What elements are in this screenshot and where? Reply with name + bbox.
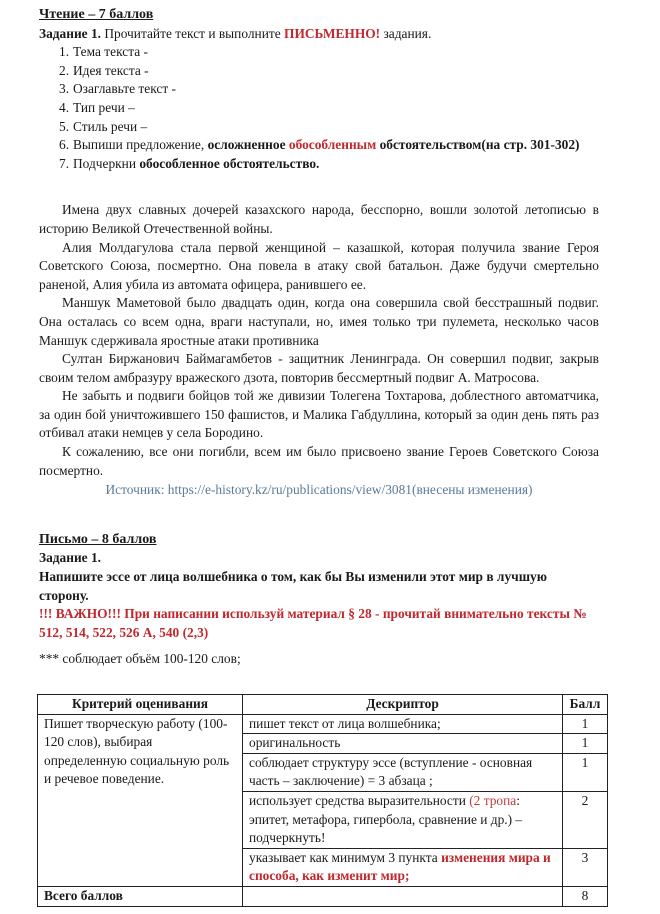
task-item: 2. Идея текста - [59, 62, 149, 78]
reading-task-list [39, 43, 599, 173]
score-cell: 2 [563, 791, 608, 848]
task-item: 7. Подчеркни обособленное обстоятельство. [59, 155, 320, 171]
reading-text [39, 201, 599, 480]
text-paragraph: Не забыть и подвиги бойцов той же дивизии Толегена Тохтарова, доблестного автоматчика, за один бой уничтожившего 150 фашистов, и Малика Габдуллина, который за один день пять раз отбивал атаки немцев у села Бородино. [39, 388, 599, 441]
text-paragraph: Султан Биржанович Баймагамбетов - защитник Ленинграда. Он совершил подвиг, закрыв своим телом амбразуру вражеского дзота, повторив бессмертный подвиг А. Матросова. [39, 351, 599, 385]
reading-task-label: Задание 1. [39, 25, 101, 41]
important-note: !!! ВАЖНО!!! При написании используй материал § 28 - прочитай внимательно тексты № 512, 514, 522, 526 А, 540 (2,3) [39, 606, 587, 640]
table-total-row [38, 886, 608, 906]
text-paragraph: Имена двух славных дочерей казахского народа, бесспорно, вошли золотой летописью в историю Великой Отечественной войны. [39, 202, 599, 236]
table-header-row [38, 695, 608, 715]
task-item: 1. Тема текста - [59, 44, 148, 60]
total-label: Всего баллов [38, 886, 243, 906]
writing-task-label: Задание 1. [39, 550, 101, 566]
score-cell: 1 [563, 714, 608, 734]
word-count-note: *** соблюдает объём 100-120 слов; [39, 651, 241, 667]
emphasis-written: ПИСЬМЕННО! [284, 25, 381, 41]
table-row [38, 714, 608, 734]
score-cell: 1 [563, 734, 608, 754]
descriptor-cell: оригинальность [243, 734, 563, 754]
task-item: 6. Выпиши предложение, осложненное обособленным обстоятельством(на стр. 301-302) [59, 137, 580, 153]
descriptor-cell: указывает как минимум 3 пункта изменения мира и способа, как изменит мир; [243, 848, 563, 886]
descriptor-cell: пишет текст от лица волшебника; [243, 714, 563, 734]
total-empty-cell [243, 886, 563, 906]
criterion-cell: Пишет творческую работу (100-120 слов), выбирая определенную социальную роль и речевое поведение. [38, 714, 243, 886]
document-page [39, 5, 599, 669]
reading-heading: Чтение – 7 баллов [39, 7, 154, 22]
descriptor-cell: использует средства выразительности (2 тропа: эпитет, метафора, гипербола, сравнение и др.) – подчеркнуть! [243, 791, 563, 848]
text-paragraph: Маншук Маметовой было двадцать один, когда она совершила свой бесстрашный подвиг. Она осталась со всем одна, враги наступали, но, имея только три пулемета, несколько часов Маншук сдерживала яростные атаки противника [39, 295, 599, 348]
task-item: 5. Стиль речи – [59, 118, 148, 134]
header-criterion: Критерий оценивания [38, 695, 243, 715]
text-paragraph: Алия Молдагулова стала первой женщиной – казашкой, которая получила звание Героя Советского Союза, посмертно. Она повела в атаку свой батальон. Даже будучи смертельно раненой, Алия убила из автомата офицера, ранившего ее. [39, 239, 599, 292]
writing-task-text: Напишите эссе от лица волшебника о том, как бы Вы изменили этот мир в лучшую сторону. [39, 569, 547, 603]
descriptor-cell: соблюдает структуру эссе (вступление - основная часть – заключение) = 3 абзаца ; [243, 753, 563, 791]
header-descriptor: Дескриптор [243, 695, 563, 715]
task-item: 4. Тип речи – [59, 99, 135, 115]
writing-heading: Письмо – 8 баллов [39, 531, 157, 547]
header-score: Балл [563, 695, 608, 715]
total-score: 8 [563, 886, 608, 906]
criteria-table [37, 694, 608, 907]
reading-task: Задание 1. Прочитайте текст и выполните ПИСЬМЕННО! задания. [39, 25, 432, 41]
task-item: 3. Озаглавьте текст - [59, 81, 176, 97]
score-cell: 3 [563, 848, 608, 886]
text-paragraph: К сожалению, все они погибли, всем им было присвоено звание Героев Советского Союза посмертно. [39, 444, 599, 478]
source-citation: Источник: https://e-history.kz/ru/publications/view/3081(внесены изменения) [105, 482, 533, 498]
score-cell: 1 [563, 753, 608, 791]
